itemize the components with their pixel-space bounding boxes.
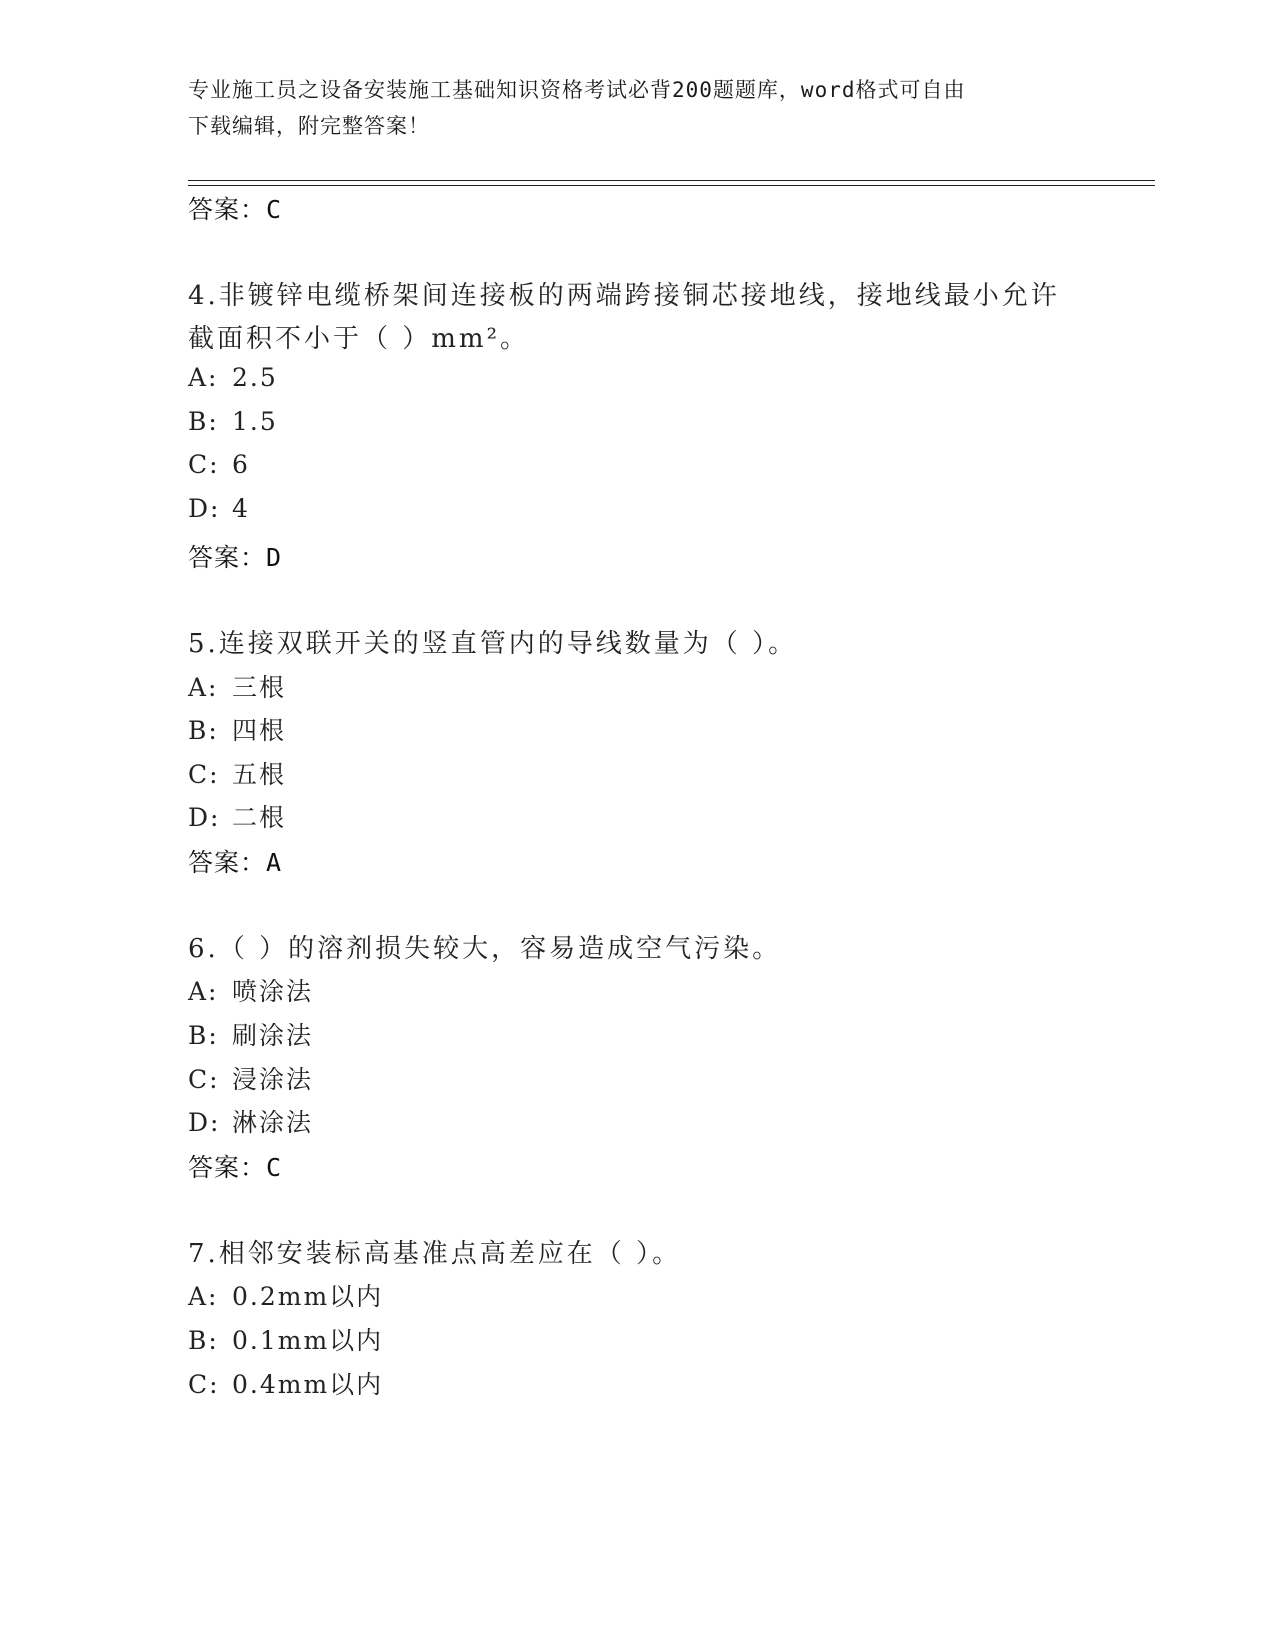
- question-5-stem: 5.连接双联开关的竖直管内的导线数量为（ ）。: [188, 629, 798, 659]
- question-7-option-a: A: 0.2mm以内: [188, 1282, 384, 1311]
- answer-prev: 答案：C: [188, 195, 283, 224]
- question-4-option-b: B: 1.5: [188, 407, 278, 436]
- question-4-answer: 答案：D: [188, 543, 283, 572]
- header-line-2: 下载编辑，附完整答案！: [188, 114, 430, 138]
- header-divider-bottom: [188, 185, 1155, 186]
- question-5-option-d: D: 二根: [188, 803, 287, 832]
- question-5-option-a: A: 三根: [188, 673, 287, 702]
- header-line-1: 专业施工员之设备安装施工基础知识资格考试必背200题题库，word格式可自由: [188, 78, 966, 102]
- question-6-option-d: D: 淋涂法: [188, 1108, 314, 1137]
- question-6-answer: 答案：C: [188, 1153, 283, 1182]
- question-6-option-a: A: 喷涂法: [188, 977, 314, 1006]
- header-divider-top: [188, 180, 1155, 181]
- question-5-option-b: B: 四根: [188, 716, 287, 745]
- question-4-option-d: D: 4: [188, 494, 250, 523]
- question-5-answer: 答案：A: [188, 848, 283, 877]
- question-7-stem: 7.相邻安装标高基准点高差应在（ ）。: [188, 1239, 682, 1269]
- question-4-stem-line-2: 截面积不小于（ ）mm²。: [188, 324, 529, 354]
- question-4-option-c: C: 6: [188, 450, 250, 479]
- question-6-option-b: B: 刷涂法: [188, 1021, 314, 1050]
- question-4-option-a: A: 2.5: [188, 363, 278, 392]
- question-6-stem: 6.（ ）的溶剂损失较大，容易造成空气污染。: [188, 934, 782, 964]
- question-4-stem-line-1: 4.非镀锌电缆桥架间连接板的两端跨接铜芯接地线，接地线最小允许: [188, 281, 1060, 311]
- question-6-option-c: C: 浸涂法: [188, 1065, 314, 1094]
- question-5-option-c: C: 五根: [188, 760, 287, 789]
- question-7-option-c: C: 0.4mm以内: [188, 1370, 384, 1399]
- document-header: [188, 72, 1088, 144]
- question-7-option-b: B: 0.1mm以内: [188, 1326, 384, 1355]
